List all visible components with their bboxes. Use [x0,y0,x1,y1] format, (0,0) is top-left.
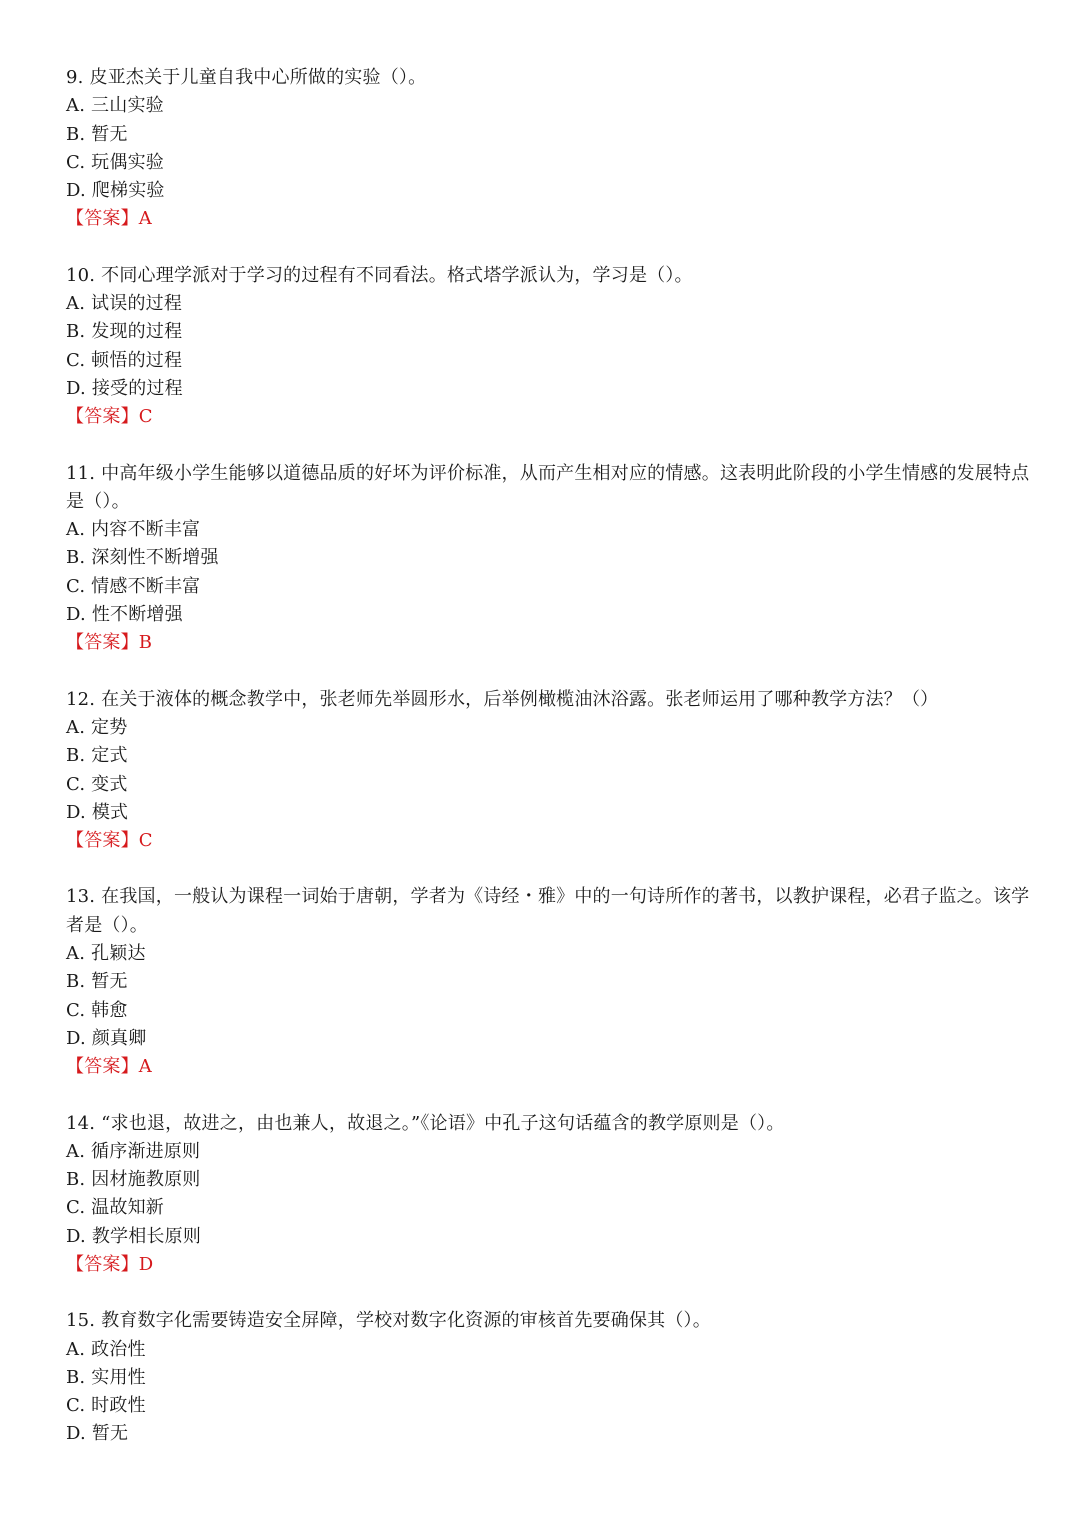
option-b: B. 定式 [66,745,128,767]
option-b: B. 深刻性不断增强 [66,547,219,569]
question-12 [66,686,1041,856]
answer-label: 【答案】C [66,830,153,852]
option-c: C. 温故知新 [66,1197,164,1219]
option-c: C. 顿悟的过程 [66,349,183,371]
answer-label: 【答案】C [66,406,153,428]
question-10 [66,262,1041,432]
option-a: A. 政治性 [66,1338,146,1360]
option-b: B. 暂无 [66,123,128,145]
option-d: D. 模式 [66,801,129,823]
option-d: D. 性不断增强 [66,604,183,626]
option-c: C. 玩偶实验 [66,151,164,173]
question-stem: 13. 在我国，一般认为课程一词始于唐朝，学者为《诗经・雅》中的一句诗所作的著书，以教护课程，必君子监之。该学者是（）。 [66,886,1030,936]
answer-label: 【答案】B [66,632,153,654]
option-a: A. 孔颖达 [66,943,146,965]
question-stem: 10. 不同心理学派对于学习的过程有不同看法。格式塔学派认为，学习是（）。 [66,264,693,286]
option-c: C. 韩愈 [66,999,128,1021]
question-13 [66,883,1041,1081]
option-c: C. 情感不断丰富 [66,575,201,597]
option-b: B. 暂无 [66,971,128,993]
question-15 [66,1307,1041,1448]
question-14 [66,1110,1041,1280]
option-a: A. 试误的过程 [66,293,183,315]
exam-page [66,64,1041,1477]
question-stem: 14. “求也退，故进之，由也兼人，故退之。”《论语》中孔子这句话蕴含的教学原则是（）。 [66,1112,785,1134]
question-11 [66,460,1041,658]
question-stem: 11. 中高年级小学生能够以道德品质的好坏为评价标准，从而产生相对应的情感。这表明此阶段的小学生情感的发展特点是（）。 [66,462,1030,512]
question-stem: 15. 教育数字化需要铸造安全屏障，学校对数字化资源的审核首先要确保其（）。 [66,1310,711,1332]
option-a: A. 三山实验 [66,95,164,117]
option-d: D. 爬梯实验 [66,180,165,202]
question-stem: 12. 在关于液体的概念教学中，张老师先举圆形水，后举例橄榄油沐浴露。张老师运用了哪种教学方法？（） [66,688,939,710]
question-9 [66,64,1041,234]
option-b: B. 发现的过程 [66,321,183,343]
option-d: D. 暂无 [66,1423,129,1445]
answer-label: 【答案】D [66,1253,154,1275]
question-stem: 9. 皮亚杰关于儿童自我中心所做的实验（）。 [66,67,427,88]
option-c: C. 变式 [66,773,128,795]
option-a: A. 内容不断丰富 [66,519,201,541]
option-a: A. 循序渐进原则 [66,1140,201,1162]
option-a: A. 定势 [66,716,128,738]
option-c: C. 时政性 [66,1395,146,1417]
answer-label: 【答案】A [66,1056,152,1078]
option-b: B. 因材施教原则 [66,1169,201,1191]
answer-label: 【答案】A [66,208,152,230]
option-d: D. 教学相长原则 [66,1225,202,1247]
option-d: D. 颜真卿 [66,1027,147,1049]
option-b: B. 实用性 [66,1366,146,1388]
option-d: D. 接受的过程 [66,377,183,399]
